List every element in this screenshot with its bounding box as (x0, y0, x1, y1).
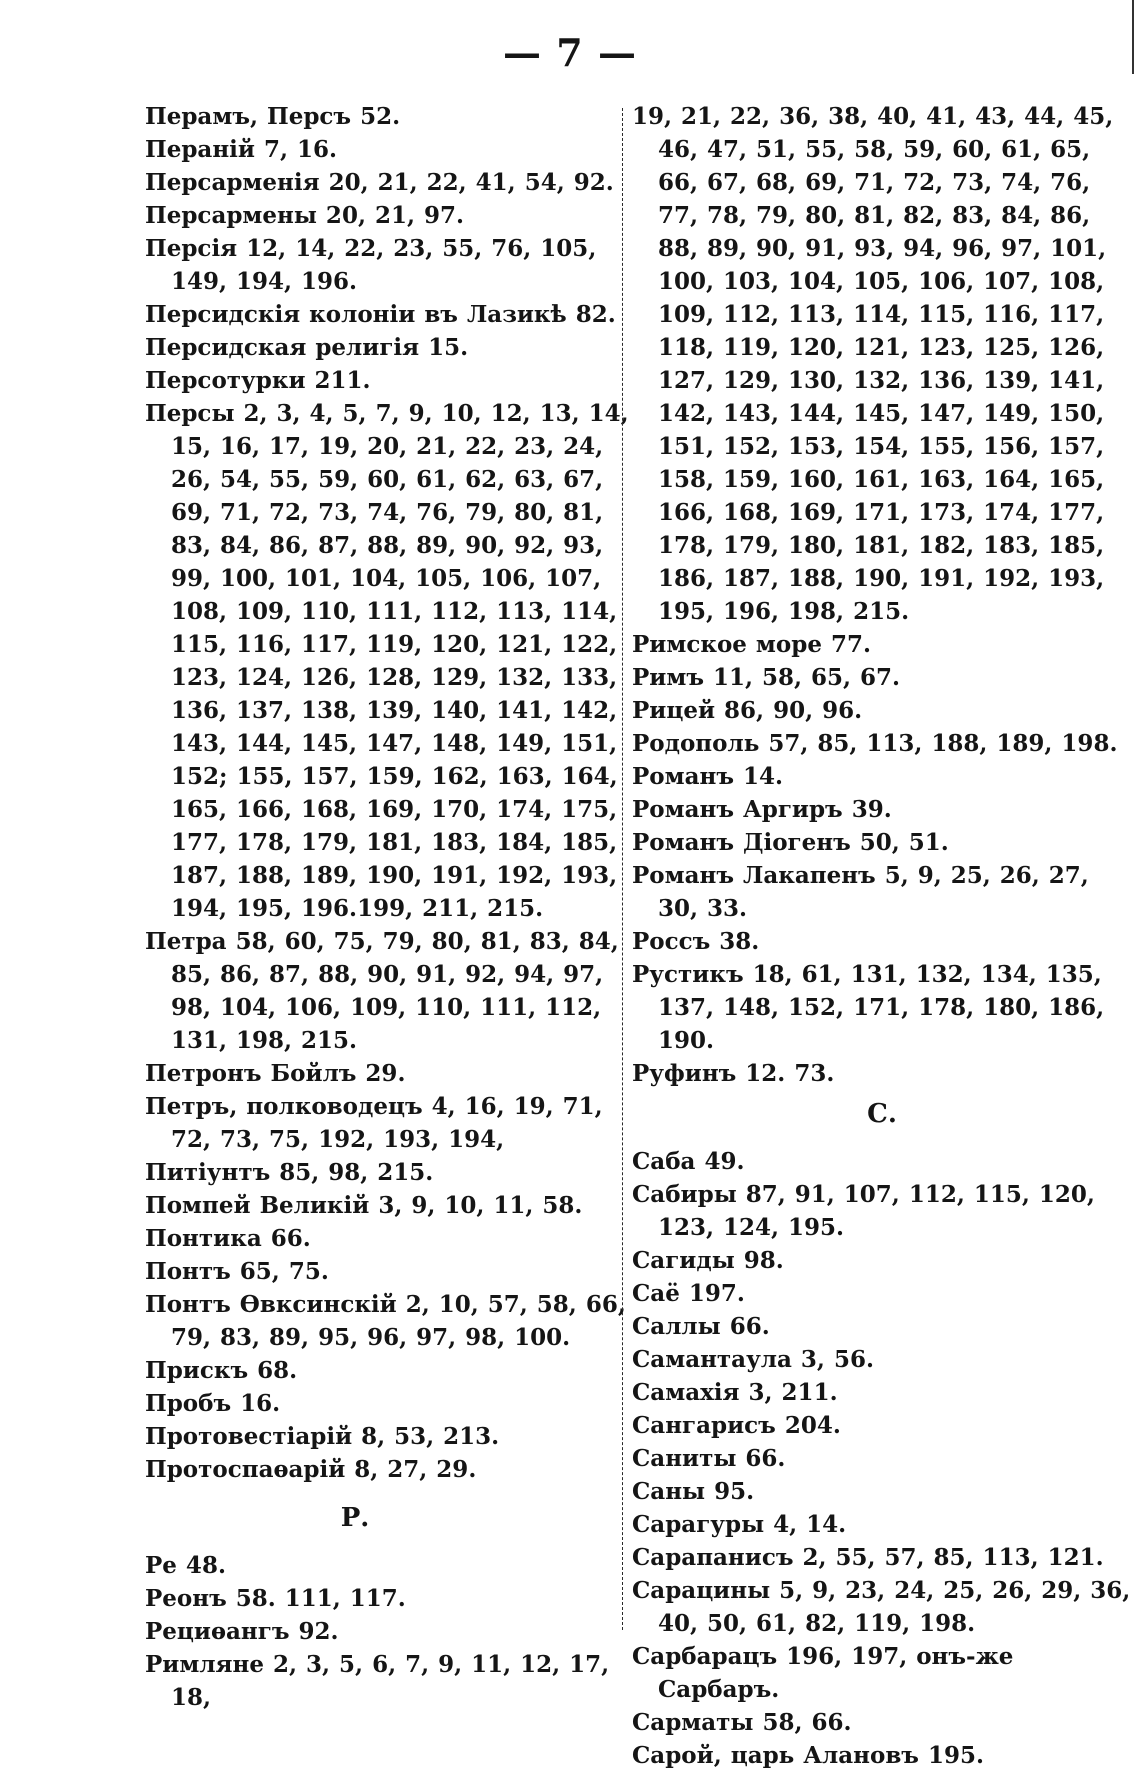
index-entry: Сарбарацъ 196, 197, онъ-же Сарбаръ. (632, 1643, 1014, 1703)
index-entry: Руфинъ 12. 73. (632, 1060, 835, 1087)
index-entry: Сарацины 5, 9, 23, 24, 25, 26, 29, 36, 40, 50, 61, 82, 119, 198. (632, 1577, 1131, 1637)
index-entry: Петръ, полководецъ 4, 16, 19, 71, 72, 73, 75, 192, 193, 194, (145, 1093, 603, 1153)
index-entry: 19, 21, 22, 36, 38, 40, 41, 43, 44, 45, 46, 47, 51, 55, 58, 59, 60, 61, 65, 66, 67, 68, 69, 71, 72, 73, 74, 76, 77, 78, 79, 80, 81, 82, 83, 84, 86, 88, 89, 90, 91, 93, 94, 96, 97, 101, 100, 103, 104, 105, 106, 107, 108, 109, 112, 113, 114, 115, 116, 117, 118, 119, 120, 121, 123, 125, 126, 127, 129, 130, 132, 136, 139, 141, 142, 143, 144, 145, 147, 149, 150, 151, 152, 153, 154, 155, 156, 157, 158, 159, 160, 161, 163, 164, 165, 166, 168, 169, 171, 173, 174, 177, 178, 179, 180, 181, 182, 183, 185, 186, 187, 188, 190, 191, 192, 193, 195, 196, 198, 215. (632, 103, 1114, 625)
index-entry: Сарапанисъ 2, 55, 57, 85, 113, 121. (632, 1544, 1104, 1571)
section-letter-s: С. (867, 1099, 897, 1129)
index-entry: Персидская религія 15. (145, 334, 469, 361)
index-column-right (632, 100, 1132, 1772)
index-entry: Саны 95. (632, 1478, 755, 1505)
index-entry: Саба 49. (632, 1148, 745, 1175)
index-entry: Пробъ 16. (145, 1390, 281, 1417)
index-entry: Перамъ, Персъ 52. (145, 103, 401, 130)
index-entry: Реонъ 58. 111, 117. (145, 1585, 406, 1612)
page-number: — 7 — (503, 30, 637, 75)
index-entry: Питіунтъ 85, 98, 215. (145, 1159, 434, 1186)
index-entry: Саллы 66. (632, 1313, 770, 1340)
index-entries-p (145, 100, 635, 1486)
index-entry: Сангарисъ 204. (632, 1412, 841, 1439)
index-entries-r-start (145, 1549, 635, 1714)
index-entry: Понтъ Ѳвксинскій 2, 10, 57, 58, 66, 79, 83, 89, 95, 96, 97, 98, 100. (145, 1291, 626, 1351)
index-entry: Петронъ Бойлъ 29. (145, 1060, 406, 1087)
index-column-left (145, 100, 635, 1714)
index-entry: Римляне 2, 3, 5, 6, 7, 9, 11, 12, 17, 18, (145, 1651, 610, 1711)
index-entry: Персарменія 20, 21, 22, 41, 54, 92. (145, 169, 614, 196)
index-entry: Прискъ 68. (145, 1357, 298, 1384)
index-entry: Римъ 11, 58, 65, 67. (632, 664, 901, 691)
index-entry: Романъ 14. (632, 763, 784, 790)
index-entry: Протовестіарій 8, 53, 213. (145, 1423, 500, 1450)
index-entry: Самахія 3, 211. (632, 1379, 838, 1406)
index-entry: Сарматы 58, 66. (632, 1709, 852, 1736)
section-letter-r: Р. (340, 1503, 370, 1533)
index-entry: Россъ 38. (632, 928, 760, 955)
index-entry: Сагиды 98. (632, 1247, 784, 1274)
index-entry: Ре 48. (145, 1552, 226, 1579)
index-entry: Саё 197. (632, 1280, 745, 1307)
index-entry: Персія 12, 14, 22, 23, 55, 76, 105, 149, 194, 196. (145, 235, 597, 295)
index-entry: Персармены 20, 21, 97. (145, 202, 464, 229)
index-entry: Помпей Великій 3, 9, 10, 11, 58. (145, 1192, 583, 1219)
index-entries-s (632, 1145, 1132, 1772)
index-entry: Персидскія колоніи въ Лазикѣ 82. (145, 301, 616, 328)
index-entry: Сарагуры 4, 14. (632, 1511, 847, 1538)
index-entry: Петра 58, 60, 75, 79, 80, 81, 83, 84, 85, 86, 87, 88, 90, 91, 92, 94, 97, 98, 104, 106, 109, 110, 111, 112, 131, 198, 215. (145, 928, 619, 1054)
index-entry: Романъ Аргиръ 39. (632, 796, 892, 823)
index-entry: Римское море 77. (632, 631, 871, 658)
index-entry: Сабиры 87, 91, 107, 112, 115, 120, 123, 124, 195. (632, 1181, 1095, 1241)
index-entry: Сарой, царь Алановъ 195. (632, 1742, 984, 1769)
index-entry: Рециѳангъ 92. (145, 1618, 339, 1645)
index-entry: Персотурки 211. (145, 367, 371, 394)
index-entry: Самантаула 3, 56. (632, 1346, 874, 1373)
index-entry: Романъ Діогенъ 50, 51. (632, 829, 949, 856)
column-divider (622, 108, 623, 1630)
index-entry: Протоспаѳарій 8, 27, 29. (145, 1456, 477, 1483)
index-entry: Рицей 86, 90, 96. (632, 697, 863, 724)
index-entry: Понтъ 65, 75. (145, 1258, 329, 1285)
index-entry: Персы 2, 3, 4, 5, 7, 9, 10, 12, 13, 14, 15, 16, 17, 19, 20, 21, 22, 23, 24, 26, 54, 55, 59, 60, 61, 62, 63, 67, 69, 71, 72, 73, 74, 76, 79, 80, 81, 83, 84, 86, 87, 88, 89, 90, 92, 93, 99, 100, 101, 104, 105, 106, 107, 108, 109, 110, 111, 112, 113, 114, 115, 116, 117, 119, 120, 121, 122, 123, 124, 126, 128, 129, 132, 133, 136, 137, 138, 139, 140, 141, 142, 143, 144, 145, 147, 148, 149, 151, 152; 155, 157, 159, 162, 163, 164, 165, 166, 168, 169, 170, 174, 175, 177, 178, 179, 181, 183, 184, 185, 187, 188, 189, 190, 191, 192, 193, 194, 195, 196.199, 211, 215. (145, 400, 629, 922)
index-entry: Понтика 66. (145, 1225, 311, 1252)
index-entry: Рустикъ 18, 61, 131, 132, 134, 135, 137, 148, 152, 171, 178, 180, 186, 190. (632, 961, 1105, 1054)
index-entry: Родополь 57, 85, 113, 188, 189, 198. (632, 730, 1118, 757)
index-entry: Романъ Лакапенъ 5, 9, 25, 26, 27, 30, 33. (632, 862, 1089, 922)
index-entry: Пераній 7, 16. (145, 136, 338, 163)
index-entry: Саниты 66. (632, 1445, 786, 1472)
index-entries-r-continued (632, 100, 1132, 1090)
